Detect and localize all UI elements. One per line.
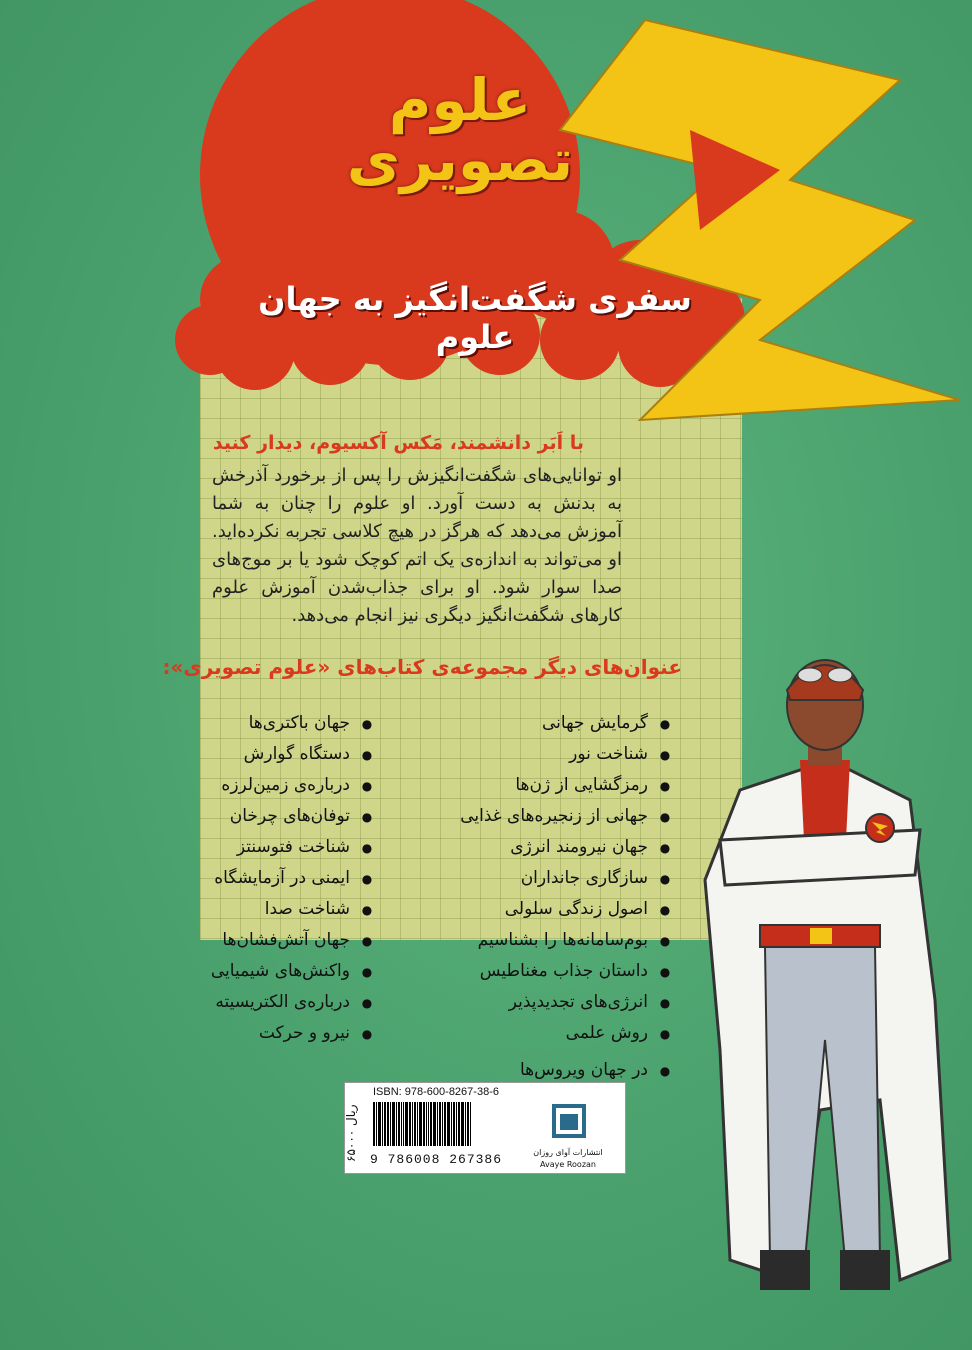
list-item: ● سازگاری جانداران	[422, 863, 682, 894]
list-item: ● توفان‌های چرخان	[164, 801, 384, 832]
lightning-bolt	[560, 20, 960, 420]
list-item: ● واکنش‌های شیمیایی	[164, 956, 384, 987]
list-item: ● داستان جذاب مغناطیس	[422, 956, 682, 987]
list-item: ● ایمنی در آزمایشگاه	[164, 863, 384, 894]
list-item: ● اصول زندگی سلولی	[422, 894, 682, 925]
list-item: ● شناخت صدا	[164, 894, 384, 925]
meet-line: با اَبَر دانشمند، مَکس آکسیوم، دیدار کنید	[212, 432, 584, 454]
description-paragraph: او توانایی‌های شگفت‌انگیزش را پس از برخورد آذرخش به بدنش به دست آورد. او علوم را چنان به شما آموزش می‌دهد که هرگز در هیچ کلاسی تجربه نکرده‌اید. او می‌تواند به اندازه‌ی یک اتم کوچک شود یا بر موج‌های صدا سوار شود. او برای جذاب‌شدن آموزش علوم کارهای شگفت‌انگیز دیگری نیز انجام می‌دهد.	[212, 465, 622, 626]
publisher-name-en: Avaye Roozan	[540, 1160, 596, 1169]
isbn-label: ISBN: 978-600-8267-38-6	[373, 1086, 499, 1098]
list-item: ● رمزگشایی از ژن‌ها	[422, 770, 682, 801]
ean-number: 9 786008 267386	[370, 1152, 503, 1167]
list-item: ● انرژی‌های تجدیدپذیر	[422, 987, 682, 1018]
list-item: ● جهان نیرومند انرژی	[422, 832, 682, 863]
list-item: ● نیرو و حرکت	[164, 1018, 384, 1049]
list-item: ● جهانی از زنجیره‌های غذایی	[422, 801, 682, 832]
publisher-logo-icon	[546, 1100, 592, 1142]
list-item: ● درباره‌ی زمین‌لرزه	[164, 770, 384, 801]
scientist-illustration	[705, 660, 950, 1290]
list-item: ● بوم‌سامانه‌ها را بشناسیم	[422, 925, 682, 956]
barcode-bars	[373, 1102, 513, 1146]
list-item: ● جهان آتش‌فشان‌ها	[164, 925, 384, 956]
series-list-heading: عنوان‌های دیگر مجموعه‌ی کتاب‌های «علوم تصویری»:	[162, 655, 682, 679]
titles-list-right	[422, 708, 682, 1086]
subtitle: سفری شگفت‌انگیز به جهان علوم	[258, 280, 692, 356]
list-item: ● شناخت فتوسنتز	[164, 832, 384, 863]
publisher-name-fa: انتشارات آوای روزان	[533, 1148, 603, 1157]
list-item: ● جهان باکتری‌ها	[164, 708, 384, 739]
list-item: ● دستگاه گوارش	[164, 739, 384, 770]
series-title-line2: تصویری	[346, 126, 574, 194]
price-label: ۶۵۰۰۰ ریال	[344, 1104, 358, 1162]
list-item: ● در جهان ویروس‌ها	[422, 1055, 682, 1086]
titles-list-left	[164, 708, 384, 1049]
list-item: ● گرمایش جهانی	[422, 708, 682, 739]
list-item: ● شناخت نور	[422, 739, 682, 770]
list-item: ● درباره‌ی الکتریسیته	[164, 987, 384, 1018]
list-item: ● روش علمی	[422, 1018, 682, 1049]
series-title-line1: علوم	[388, 66, 532, 134]
